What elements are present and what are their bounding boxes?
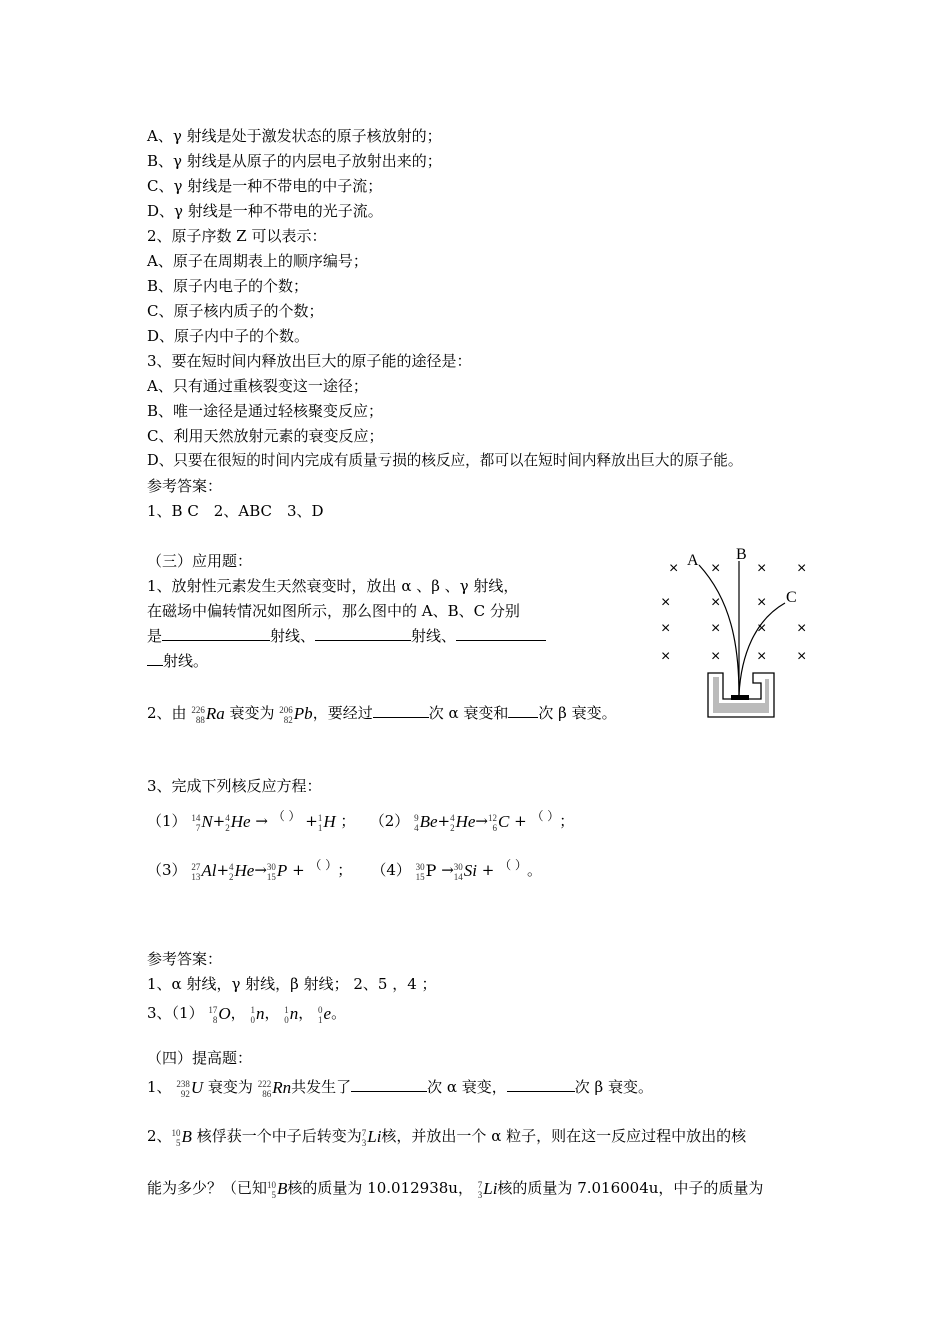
- s4-q1: [147, 1077, 653, 1099]
- symbol: Al: [201, 860, 217, 880]
- symbol: C: [498, 811, 510, 831]
- symbol: Li: [483, 1178, 498, 1198]
- mass-number: 4: [450, 812, 455, 823]
- atomic-number: 8: [212, 1014, 218, 1025]
- symbol: P: [276, 860, 288, 880]
- atomic-number: 14: [453, 871, 463, 882]
- atomic-number: 13: [191, 871, 201, 882]
- q2-option-d: D、原子内中子的个数。: [147, 327, 310, 345]
- mass-number: 12: [488, 812, 497, 823]
- s4-q2-line2: [147, 1178, 763, 1200]
- text: 1、: [147, 1078, 172, 1096]
- text: ；: [337, 861, 353, 879]
- eq-label: （3）: [147, 861, 187, 879]
- text: 核，并放出一个 α 粒子，则在这一反应过程中放出的核: [381, 1127, 747, 1145]
- text: ，: [264, 1004, 280, 1022]
- blank[interactable]: [147, 651, 163, 666]
- mass-number: 0: [318, 1004, 323, 1015]
- text: ，: [230, 1004, 246, 1022]
- text: ；: [340, 812, 356, 830]
- symbol: Ra: [205, 703, 225, 723]
- answers1-title: 参考答案：: [147, 477, 223, 495]
- text: ，: [298, 1004, 314, 1022]
- field-mark-icon: ×: [661, 594, 671, 611]
- atomic-number: 7: [195, 822, 201, 833]
- symbol: Pb: [293, 703, 313, 723]
- text: 2、: [147, 1127, 172, 1145]
- nuclide-u: [176, 1078, 203, 1099]
- text: 核的质量为 10.012938u，: [287, 1179, 473, 1197]
- mass-number: 222: [257, 1078, 272, 1089]
- nuclide-b: [267, 1179, 287, 1200]
- mass-number: 1: [317, 812, 323, 823]
- symbol: n: [289, 1003, 299, 1023]
- symbol: Be: [419, 811, 438, 831]
- atomic-number: 5: [176, 1137, 181, 1148]
- field-mark-icon: ×: [797, 560, 807, 577]
- symbol: e: [323, 1003, 332, 1023]
- symbol: U: [190, 1077, 204, 1097]
- mass-number: 206: [279, 704, 293, 715]
- q3-option-a: A、只有通过重核裂变这一途径；: [147, 377, 368, 395]
- section4-title: （四）提高题：: [147, 1049, 253, 1067]
- nuclide-o: [208, 1004, 230, 1025]
- blank[interactable]: [373, 703, 429, 718]
- blank[interactable]: [456, 626, 546, 641]
- mass-number: 17: [208, 1004, 218, 1015]
- q2-option-b: B、原子内电子的个数；: [147, 277, 309, 295]
- q3-stem: 3、要在短时间内释放出巨大的原子能的途径是：: [147, 352, 472, 370]
- q2-option-a: A、原子在周期表上的顺序编号；: [147, 252, 368, 270]
- mass-number: 4: [225, 812, 230, 823]
- atomic-number: 2: [229, 871, 234, 882]
- nuclide-n: [191, 812, 212, 833]
- nuclide-p: [267, 861, 287, 882]
- field-mark-icon: ×: [711, 620, 721, 637]
- field-mark-icon: ×: [797, 620, 807, 637]
- atomic-number: 92: [180, 1088, 190, 1099]
- mass-number: 14: [191, 812, 201, 823]
- mass-number: 27: [191, 861, 201, 872]
- nuclide-p-upright: [416, 861, 437, 882]
- equation-row-2: （3） 27 13 Al+ 4 2 He→ 30 15 P + （ ）； （4） 30 15 P → 30 14 Si + （ ）。: [147, 855, 542, 882]
- field-mark-icon: ×: [757, 620, 767, 637]
- text: 。: [331, 1004, 347, 1022]
- atomic-number: 2: [450, 822, 455, 833]
- symbol: He: [455, 811, 476, 831]
- text: 。: [526, 861, 542, 879]
- nuclide-he: [229, 861, 254, 882]
- answer-paren[interactable]: （ ）: [531, 809, 560, 823]
- mass-number: 30: [415, 861, 425, 872]
- text: 核的质量为 7.016004u，中子的质量为: [497, 1179, 764, 1197]
- answers2-line2: [147, 1003, 346, 1025]
- text: 射线。: [163, 652, 209, 670]
- answers1-text: 1、B C 2、ABC 3、D: [147, 502, 324, 520]
- label-b: B: [736, 546, 747, 563]
- atomic-number: 3: [361, 1137, 367, 1148]
- q1-option-c: C、γ 射线是一种不带电的中子流；: [147, 177, 383, 195]
- answer-paren[interactable]: （ ）: [272, 809, 301, 823]
- atomic-number: 3: [477, 1189, 483, 1200]
- text: 共发生了: [291, 1078, 352, 1096]
- text: 衰变为: [229, 704, 275, 722]
- nuclide-li: [362, 1127, 382, 1148]
- field-mark-icon: ×: [757, 560, 767, 577]
- nuclide-n: [250, 1004, 264, 1025]
- label-a: A: [687, 552, 699, 569]
- text: 是: [147, 627, 163, 645]
- atomic-number: 88: [195, 714, 205, 725]
- text: 3、（1）: [147, 1004, 204, 1022]
- atomic-number: 2: [225, 822, 230, 833]
- eq-label: （1）: [147, 812, 187, 830]
- atomic-number: 1: [317, 822, 323, 833]
- field-mark-icon: ×: [661, 648, 671, 665]
- mass-number: 238: [176, 1078, 190, 1089]
- atomic-number: 5: [271, 1189, 277, 1200]
- mass-number: 1: [284, 1004, 289, 1015]
- mass-number: 10: [171, 1127, 181, 1138]
- atomic-number: 82: [283, 714, 293, 725]
- text: 核俘获一个中子后转变为: [196, 1127, 362, 1145]
- text: 次 β 衰变。: [538, 704, 617, 722]
- q1-option-d: D、γ 射线是一种不带电的光子流。: [147, 202, 383, 220]
- blank[interactable]: [507, 1077, 575, 1092]
- nuclide-rn: [258, 1078, 291, 1099]
- mass-number: 30: [266, 861, 276, 872]
- q3-option-c: C、利用天然放射元素的衰变反应；: [147, 427, 384, 445]
- symbol: P: [425, 860, 437, 880]
- nuclide-e: [318, 1004, 331, 1025]
- q3-option-b: B、唯一途径是通过轻核聚变反应；: [147, 402, 384, 420]
- text: 能为多少？（已知: [147, 1179, 268, 1197]
- eq-label: （2）: [369, 812, 410, 830]
- atomic-number: 86: [262, 1088, 272, 1099]
- symbol: H: [323, 811, 336, 831]
- mass-number: 1: [250, 1004, 255, 1015]
- text: 次 α 衰变和: [428, 704, 509, 722]
- text: 射线、: [270, 627, 316, 645]
- s3-q1-line2: 在磁场中偏转情况如图所示，那么图中的 A、B、C 分别: [147, 602, 520, 620]
- text: 衰变为: [207, 1078, 253, 1096]
- blank[interactable]: [351, 1077, 427, 1092]
- mass-number: 7: [477, 1179, 483, 1190]
- symbol: n: [255, 1003, 265, 1023]
- s3-q1-line1: 1、放射性元素发生天然衰变时，放出 α 、β 、γ 射线，: [147, 577, 519, 595]
- symbol: B: [181, 1126, 192, 1146]
- nuclide-be: [414, 812, 437, 833]
- nuclide-al: [191, 861, 216, 882]
- mass-number: 7: [361, 1127, 367, 1138]
- field-mark-icon: ×: [711, 594, 721, 611]
- nuclide-c: [488, 812, 509, 833]
- atomic-number: 1: [318, 1014, 323, 1025]
- q2-option-c: C、原子核内质子的个数；: [147, 302, 324, 320]
- q2-stem: 2、原子序数 Z 可以表示：: [147, 227, 327, 245]
- field-mark-icon: ×: [797, 648, 807, 665]
- answer-paren[interactable]: （ ）: [499, 858, 527, 872]
- field-mark-icon: ×: [711, 648, 721, 665]
- field-mark-icon: ×: [757, 648, 767, 665]
- text: 次 β 衰变。: [574, 1078, 653, 1096]
- nuclide-h: [318, 812, 336, 833]
- s3-q1-line3: [147, 626, 546, 646]
- s4-q2-line1: [147, 1126, 746, 1148]
- answers2-title: 参考答案：: [147, 950, 223, 968]
- nuclide-pb: [279, 704, 312, 725]
- field-mark-icon: ×: [711, 560, 721, 577]
- text: 2、由: [147, 704, 187, 722]
- mass-number: 30: [453, 861, 463, 872]
- nuclide-he: [225, 812, 250, 833]
- deflection-figure: [655, 545, 815, 725]
- nuclide-he: [450, 812, 475, 833]
- symbol: Si: [463, 860, 478, 880]
- atomic-number: 15: [266, 871, 276, 882]
- atomic-number: 15: [415, 871, 425, 882]
- symbol: He: [230, 811, 251, 831]
- symbol: B: [277, 1178, 288, 1198]
- q1-option-a: A、γ 射线是处于激发状态的原子核放射的；: [147, 127, 442, 145]
- answers2-line1: 1、α 射线，γ 射线，β 射线； 2、5 ，4 ；: [147, 975, 437, 993]
- label-c: C: [786, 589, 797, 606]
- atomic-number: 0: [284, 1014, 289, 1025]
- symbol: He: [234, 860, 255, 880]
- answer-paren[interactable]: （ ）: [309, 858, 338, 872]
- field-mark-icon: ×: [669, 560, 679, 577]
- equation-row-1: （1） 14 7 N+ 4 2 He → （ ） + 1 1 H ； （2） 9 4 Be+ 4 2 He→ 12 6 C + （ ）；: [147, 806, 574, 833]
- blank[interactable]: [162, 626, 270, 641]
- atomic-number: 6: [492, 822, 497, 833]
- field-mark-icon: ×: [661, 620, 671, 637]
- symbol: O: [218, 1003, 231, 1023]
- text: ；: [559, 812, 575, 830]
- eq-label: （4）: [371, 861, 411, 879]
- nuclide-b: [172, 1127, 192, 1148]
- nuclide-li: [478, 1179, 498, 1200]
- text: 射线、: [411, 627, 457, 645]
- nuclide-n: [284, 1004, 298, 1025]
- text: 次 α 衰变，: [427, 1078, 507, 1096]
- mass-number: 4: [229, 861, 234, 872]
- field-mark-icon: ×: [757, 594, 767, 611]
- symbol: Rn: [272, 1077, 292, 1097]
- mass-number: 9: [414, 812, 419, 823]
- nuclide-si: [454, 861, 477, 882]
- atomic-number: 4: [414, 822, 419, 833]
- section3-title: （三）应用题：: [147, 552, 253, 570]
- source: [731, 695, 749, 700]
- s3-q2: [147, 703, 617, 725]
- symbol: N: [201, 811, 213, 831]
- blank[interactable]: [315, 626, 411, 641]
- q1-option-b: B、γ 射线是从原子的内层电子放射出来的；: [147, 152, 442, 170]
- symbol: Li: [367, 1126, 382, 1146]
- nuclide-ra: [191, 704, 224, 725]
- blank[interactable]: [508, 703, 538, 718]
- text: ，要经过: [312, 704, 373, 722]
- mass-number: 10: [267, 1179, 277, 1190]
- q3-option-d: D、只要在很短的时间内完成有质量亏损的核反应，都可以在短时间内释放出巨大的原子能。: [147, 452, 743, 469]
- s3-q3-title: 3、完成下列核反应方程：: [147, 777, 322, 795]
- mass-number: 226: [191, 704, 205, 715]
- atomic-number: 0: [250, 1014, 255, 1025]
- s3-q1-line4: [147, 651, 208, 671]
